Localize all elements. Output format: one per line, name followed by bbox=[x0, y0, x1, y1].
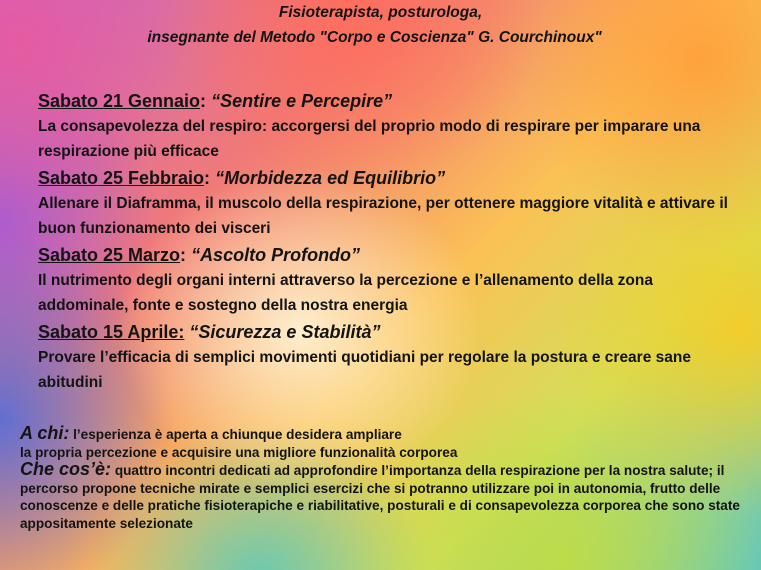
session-heading bbox=[38, 242, 738, 268]
che-cose-label: Che cos’è: bbox=[20, 459, 112, 479]
header bbox=[0, 0, 761, 48]
info-section bbox=[20, 425, 740, 532]
session-heading bbox=[38, 88, 738, 114]
session-date: Sabato 15 Aprile: bbox=[38, 322, 185, 342]
che-cose-paragraph bbox=[20, 461, 740, 532]
session-separator: : bbox=[204, 168, 211, 188]
session-item bbox=[38, 242, 738, 318]
a-chi-label: A chi: bbox=[20, 423, 70, 443]
session-item bbox=[38, 319, 738, 395]
session-title: “Sicurezza e Stabilità” bbox=[189, 322, 381, 342]
session-title: “Sentire e Percepire” bbox=[211, 91, 393, 111]
session-description: La consapevolezza del respiro: accorgersi del proprio modo di respirare per imparare una respirazione più efficace bbox=[38, 118, 701, 160]
session-date: Sabato 21 Gennaio bbox=[38, 91, 201, 111]
a-chi-text: l’esperienza è aperta a chiunque desidera ampliare bbox=[73, 427, 402, 442]
session-item bbox=[38, 165, 738, 241]
header-method: insegnante del Metodo "Corpo e Coscienza" G. Courchinoux" bbox=[147, 29, 602, 46]
session-program bbox=[38, 88, 738, 396]
session-title: “Ascolto Profondo” bbox=[191, 245, 361, 265]
session-separator: : bbox=[200, 91, 207, 111]
che-cose-text: quattro incontri dedicati ad approfondire l’importanza della respirazione per la nostra salute; il percorso propone tecniche mirate e semplici esercizi che si potranno utilizzare poi in autonomia, frutto delle conoscenze e delle pratiche fisioterapiche e riabilitative, posturali e di consapevolezza corporea che sono state appositamente selezionate bbox=[20, 463, 740, 531]
session-heading bbox=[38, 165, 738, 191]
session-date: Sabato 25 Marzo bbox=[38, 245, 181, 265]
header-credentials: Fisioterapista, posturologa, bbox=[278, 4, 483, 21]
session-description: Allenare il Diaframma, il muscolo della respirazione, per ottenere maggiore vitalità e attivare il buon funzionamento dei visceri bbox=[38, 195, 728, 237]
session-item bbox=[38, 88, 738, 164]
session-heading bbox=[38, 319, 738, 345]
session-separator: : bbox=[180, 245, 187, 265]
session-description: Provare l’efficacia di semplici movimenti quotidiani per regolare la postura e creare sane abitudini bbox=[38, 349, 691, 391]
session-description: Il nutrimento degli organi interni attraverso la percezione e l’allenamento della zona addominale, fonte e sostegno della nostra energia bbox=[38, 272, 653, 314]
a-chi-text-continued: la propria percezione e acquisire una migliore funzionalità corporea bbox=[20, 444, 458, 460]
session-title: “Morbidezza ed Equilibrio” bbox=[215, 168, 446, 188]
session-date: Sabato 25 Febbraio bbox=[38, 168, 205, 188]
a-chi-paragraph bbox=[20, 425, 740, 461]
